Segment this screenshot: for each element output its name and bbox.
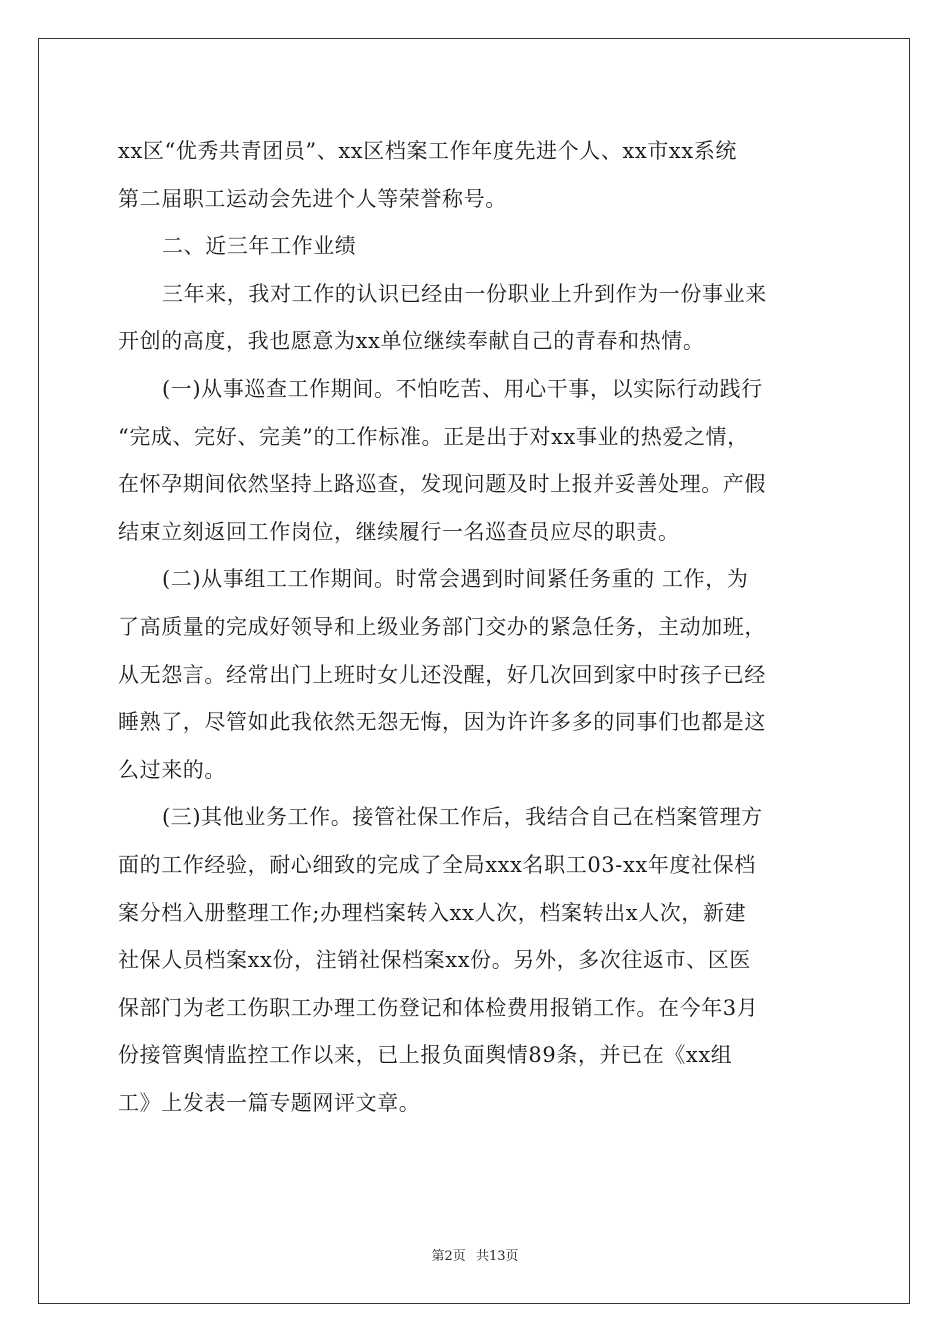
page-total: 共13页 xyxy=(475,1249,519,1264)
text-line: (三)其他业务工作。接管社保工作后，我结合自己在档案管理方 xyxy=(162,805,763,830)
page-footer xyxy=(0,1245,950,1264)
text-line: 保部门为老工伤职工办理工伤登记和体检费用报销工作。在今年3月 xyxy=(118,995,759,1020)
text-line: 了高质量的完成好领导和上级业务部门交办的紧急任务，主动加班， xyxy=(118,614,766,639)
page-number: 第2页 xyxy=(431,1249,466,1264)
section-heading: 二、近三年工作业绩 xyxy=(162,234,357,259)
text-line: 份接管舆情监控工作以来，已上报负面舆情89条，并已在《xx组 xyxy=(118,1043,733,1068)
text-line: 睡熟了，尽管如此我依然无怨无悔，因为许许多多的同事们也都是这 xyxy=(118,710,766,735)
document-body xyxy=(118,128,834,1127)
text-line: “完成、完好、完美”的工作标准。正是出于对xx事业的热爱之情， xyxy=(118,424,749,449)
text-line: (一)从事巡查工作期间。不怕吃苦、用心干事，以实际行动践行 xyxy=(162,376,763,401)
text-line: 面的工作经验，耐心细致的完成了全局xxx名职工03-xx年度社保档 xyxy=(118,852,756,877)
text-line: xx区“优秀共青团员”、xx区档案工作年度先进个人、xx市xx系统 xyxy=(118,139,738,163)
text-line: 么过来的。 xyxy=(118,757,226,782)
text-line: 案分档入册整理工作;办理档案转入xx人次，档案转出x人次，新建 xyxy=(118,900,747,925)
text-line: 开创的高度，我也愿意为xx单位继续奉献自己的青春和热情。 xyxy=(118,329,705,354)
text-line: 社保人员档案xx份，注销社保档案xx份。另外，多次往返市、区医 xyxy=(118,948,751,973)
text-line: 从无怨言。经常出门上班时女儿还没醒，好几次回到家中时孩子已经 xyxy=(118,662,766,687)
text-line: (二)从事组工工作期间。时常会遇到时间紧任务重的 工作，为 xyxy=(162,567,749,592)
text-line: 在怀孕期间依然坚持上路巡查，发现问题及时上报并妥善处理。产假 xyxy=(118,472,766,497)
text-line: 三年来，我对工作的认识已经由一份职业上升到作为一份事业来 xyxy=(162,281,767,306)
text-line: 结束立刻返回工作岗位，继续履行一名巡查员应尽的职责。 xyxy=(118,519,680,544)
text-line: 工》上发表一篇专题网评文章。 xyxy=(118,1090,421,1115)
text-line: 第二届职工运动会先进个人等荣誉称号。 xyxy=(118,186,507,211)
